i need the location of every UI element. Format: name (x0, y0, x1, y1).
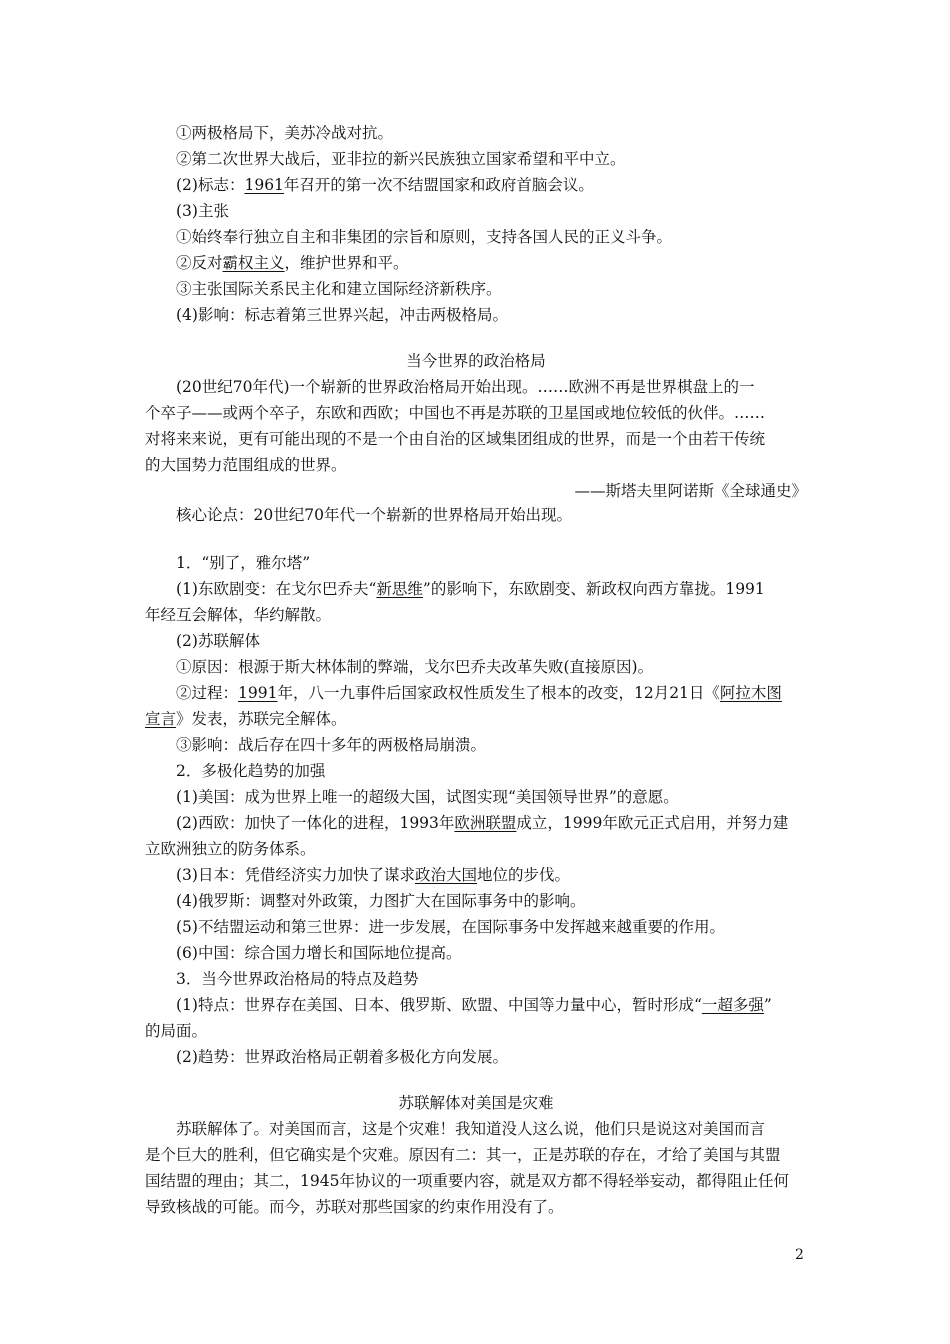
underlined-term: 1991 (238, 684, 278, 702)
text: 苏联解体了。对美国而言，这是个灾难！我知道没人这么说，他们只是说这对美国而言 (176, 1120, 766, 1138)
text-line (176, 628, 838, 654)
heading-2 (176, 758, 838, 784)
text-line (145, 836, 807, 862)
text: ” (763, 996, 772, 1014)
text-line (176, 784, 838, 810)
underlined-term: 霸权主义 (222, 254, 285, 272)
text: ③主张国际关系民主化和建立国际经济新秩序。 (176, 280, 502, 298)
text: (4)俄罗斯：调整对外政策，力图扩大在国际事务中的影响。 (176, 892, 586, 910)
text-line (145, 602, 807, 628)
text-line (176, 680, 838, 706)
text-line (176, 1044, 838, 1070)
text: 立欧洲独立的防务体系。 (145, 840, 316, 858)
text: ②反对 (176, 254, 223, 272)
text: ①始终奉行独立自主和非集团的宗旨和原则，支持各国人民的正义斗争。 (176, 228, 673, 246)
text-line (145, 452, 807, 478)
underlined-term: 新思维 (376, 580, 423, 598)
text-line (145, 1168, 807, 1194)
underlined-term: 一超多强 (701, 996, 764, 1014)
text: 对将来来说，更有可能出现的不是一个由自治的区域集团组成的世界，而是一个由若干传统 (145, 430, 766, 448)
text: (1)东欧剧变：在戈尔巴乔夫“ (176, 580, 377, 598)
text: (6)中国：综合国力增长和国际地位提高。 (176, 944, 462, 962)
text: 年经互会解体，华约解散。 (145, 606, 332, 624)
text-line (176, 502, 838, 528)
text-line (145, 1142, 807, 1168)
heading-1 (176, 550, 838, 576)
text: 的大国势力范围组成的世界。 (145, 456, 347, 474)
text-line (176, 224, 838, 250)
text: (2)苏联解体 (176, 632, 260, 650)
text-line (176, 1116, 838, 1142)
text: 个卒子——或两个卒子，东欧和西欧；中国也不再是苏联的卫星国或地位较低的伙伴。…… (145, 404, 766, 422)
text: 是个巨大的胜利，但它确实是个灾难。原因有二：其一，正是苏联的存在，才给了美国与其盟 (145, 1146, 781, 1164)
text-line (176, 172, 838, 198)
text: 国结盟的理由；其二，1945年协议的一项重要内容，就是双方都不得轻举妄动，都得阻止任何 (145, 1172, 789, 1190)
text-line (176, 862, 838, 888)
underlined-term: 宣言 (145, 710, 177, 728)
text: (3)主张 (176, 202, 229, 220)
text: 的局面。 (145, 1022, 208, 1040)
text: (4)影响：标志着第三世界兴起，冲击两极格局。 (176, 306, 508, 324)
text-line (176, 810, 838, 836)
text-line (176, 654, 838, 680)
text: (1)特点：世界存在美国、日本、俄罗斯、欧盟、中国等力量中心，暂时形成“ (176, 996, 702, 1014)
text: ①原因：根源于斯大林体制的弊端，戈尔巴乔夫改革失败(直接原因)。 (176, 658, 654, 676)
text-line (176, 198, 838, 224)
text-line (145, 1194, 807, 1220)
text: ②过程： (176, 684, 239, 702)
text-line (176, 146, 838, 172)
text: 1．“别了，雅尔塔” (176, 554, 311, 572)
text-line (176, 888, 838, 914)
text: 年，八一九事件后国家政权性质发生了根本的改变，12月21日《 (277, 684, 720, 702)
page-number: 2 (795, 1247, 804, 1263)
text: 当今世界的政治格局 (406, 352, 546, 370)
text: 地位的步伐。 (476, 866, 570, 884)
text: (5)不结盟运动和第三世界：进一步发展，在国际事务中发挥越来越重要的作用。 (176, 918, 725, 936)
text: 2．多极化趋势的加强 (176, 762, 326, 780)
text-line (176, 732, 838, 758)
underlined-term: 阿拉木图 (719, 684, 782, 702)
text: ，维护世界和平。 (284, 254, 409, 272)
text-line (145, 1018, 807, 1044)
text-line (145, 426, 807, 452)
text-line (145, 400, 807, 426)
underlined-term: 欧洲联盟 (454, 814, 517, 832)
text: (2)趋势：世界政治格局正朝着多极化方向发展。 (176, 1048, 508, 1066)
text: 3．当今世界政治格局的特点及趋势 (176, 970, 419, 988)
text: ——斯塔夫里阿诺斯《全球通史》 (574, 482, 807, 500)
text: 成立，1999年欧元正式启用，并努力建 (516, 814, 789, 832)
text-line (176, 120, 838, 146)
text-line (176, 302, 838, 328)
text: ①两极格局下，美苏冷战对抗。 (176, 124, 394, 142)
section-title (145, 1090, 807, 1116)
section-title (145, 348, 807, 374)
text: 苏联解体对美国是灾难 (398, 1094, 554, 1112)
text: (3)日本：凭借经济实力加快了谋求 (176, 866, 415, 884)
text: 年召开的第一次不结盟国家和政府首脑会议。 (283, 176, 594, 194)
text-line (176, 914, 838, 940)
text: (2)标志： (176, 176, 245, 194)
text-line (176, 992, 838, 1018)
text: 核心论点：20世纪70年代一个崭新的世界格局开始出现。 (176, 506, 572, 524)
text-line (176, 576, 838, 602)
underlined-term: 政治大国 (414, 866, 477, 884)
text-line (176, 374, 838, 400)
quote-source (145, 478, 807, 504)
text: ②第二次世界大战后，亚非拉的新兴民族独立国家希望和平中立。 (176, 150, 626, 168)
text: ”的影响下，东欧剧变、新政权向西方靠拢。1991 (422, 580, 765, 598)
text: 》发表，苏联完全解体。 (176, 710, 347, 728)
text: (20世纪70年代)一个崭新的世界政治格局开始出现。……欧洲不再是世界棋盘上的一 (176, 378, 755, 396)
underlined-term: 1961 (244, 176, 284, 194)
text-line (176, 250, 838, 276)
text: (2)西欧：加快了一体化的进程，1993年 (176, 814, 455, 832)
text-line (176, 940, 838, 966)
text: ③影响：战后存在四十多年的两极格局崩溃。 (176, 736, 487, 754)
text-line (145, 706, 807, 732)
text: 导致核战的可能。而今，苏联对那些国家的约束作用没有了。 (145, 1198, 564, 1216)
heading-3 (176, 966, 838, 992)
text: (1)美国：成为世界上唯一的超级大国，试图实现“美国领导世界”的意愿。 (176, 788, 679, 806)
text-line (176, 276, 838, 302)
